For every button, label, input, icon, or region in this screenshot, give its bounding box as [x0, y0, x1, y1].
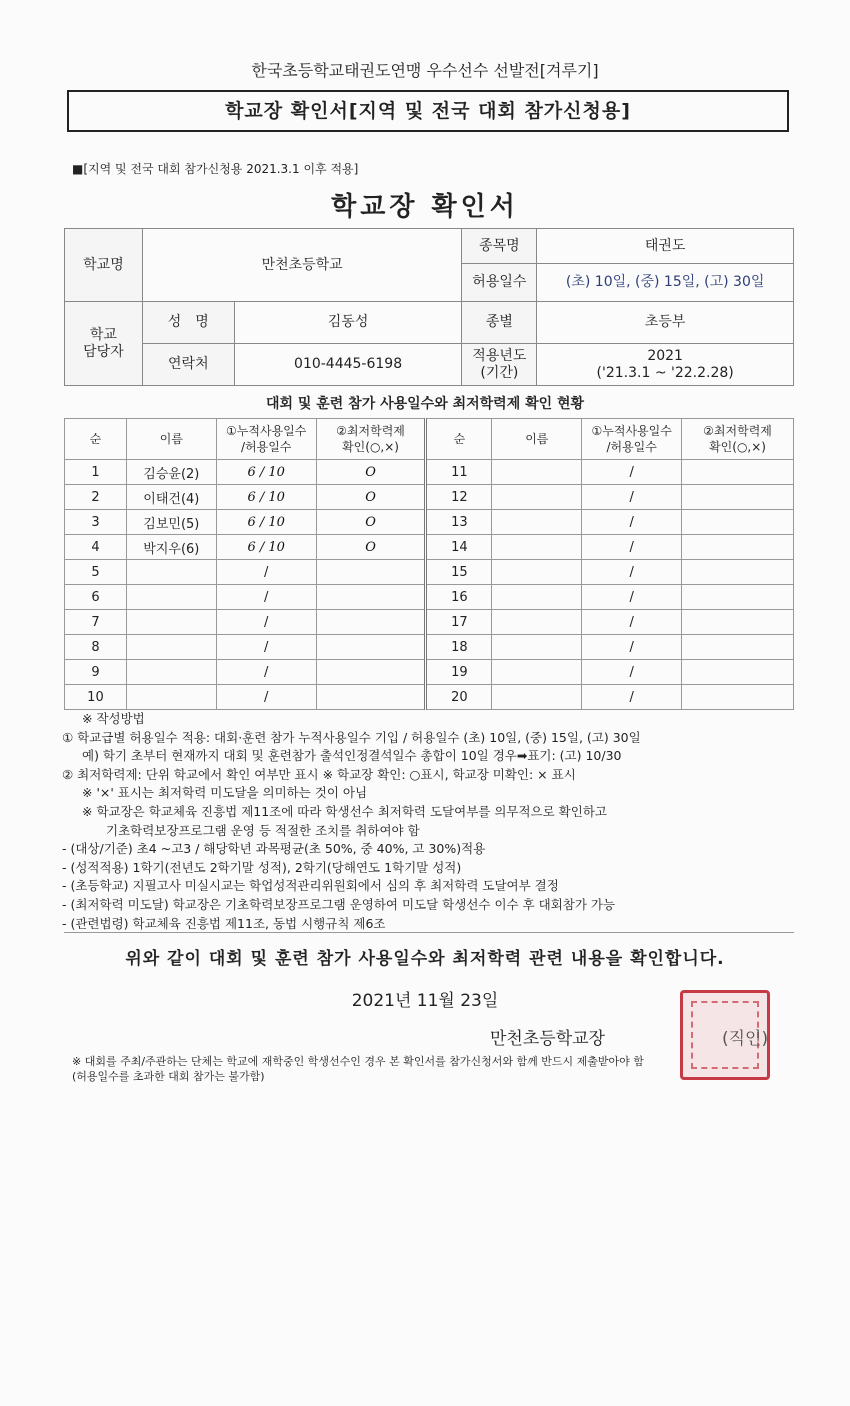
row-number: 14	[426, 535, 492, 560]
info-table	[64, 228, 794, 386]
athlete-name	[492, 560, 582, 585]
col-days-right-line1: ①누적사용일수	[591, 423, 672, 438]
section-title: 대회 및 훈련 참가 사용일수와 최저학력제 확인 현황	[265, 396, 585, 412]
academic-check: O	[316, 460, 426, 485]
col-check-line1: ②최저학력제	[336, 423, 405, 438]
row-number: 1	[65, 460, 127, 485]
class-value: 초등부	[537, 302, 794, 344]
col-name: 이름	[126, 419, 216, 460]
col-no-right: 순	[426, 419, 492, 460]
days-used: /	[582, 460, 682, 485]
year-label-line2: (기간)	[480, 364, 519, 381]
athlete-name	[492, 585, 582, 610]
athlete-name	[492, 635, 582, 660]
days-used: /	[582, 485, 682, 510]
name-value: 김동성	[234, 302, 462, 344]
row-number: 12	[426, 485, 492, 510]
days-used: 6 / 10	[216, 535, 316, 560]
issue-date: 2021년 11월 23일	[351, 991, 499, 1011]
note-1a: ① 학교급별 허용일수 적용: 대회·훈련 참가 누적사용일수 기입 / 허용일수 (초) 10일, (중) 15일, (고) 30일	[62, 729, 641, 745]
document-title: 학교장 확인서	[331, 192, 519, 222]
row-number: 19	[426, 660, 492, 685]
days-used: /	[582, 560, 682, 585]
year-label-line1: 적용년도	[472, 347, 527, 364]
row-number: 8	[65, 635, 127, 660]
athlete-name	[126, 610, 216, 635]
academic-check	[682, 610, 794, 635]
col-days	[216, 419, 316, 460]
year-label	[462, 344, 537, 386]
school-value: 만천초등학교	[142, 229, 462, 302]
manager-label	[65, 302, 143, 386]
notes-heading: ※ 작성방법	[82, 711, 145, 726]
col-check-line2: 확인(○,×)	[342, 440, 399, 454]
days-used: /	[582, 610, 682, 635]
academic-check: O	[316, 510, 426, 535]
row-number: 15	[426, 560, 492, 585]
days-used: /	[582, 635, 682, 660]
table-row	[65, 510, 794, 535]
academic-check	[316, 560, 426, 585]
detail-1: - (대상/기준) 초4 ~고3 / 해당학년 과목평균(초 50%, 중 40%, 고 30%)적용	[62, 841, 486, 857]
col-check	[316, 419, 426, 460]
allowed-days-label: 허용일수	[462, 264, 537, 302]
row-number: 18	[426, 635, 492, 660]
days-used: /	[216, 610, 316, 635]
row-number: 4	[65, 535, 127, 560]
row-number: 10	[65, 685, 127, 710]
athlete-name	[126, 660, 216, 685]
days-used: /	[582, 535, 682, 560]
col-check-right-line1: ②최저학력제	[703, 423, 772, 438]
detail-4: - (최저학력 미도달) 학교장은 기초학력보장프로그램 운영하여 미도달 학생선수 이수 후 대회참가 가능	[62, 896, 616, 912]
note-4b: 기초학력보장프로그램 운영 등 적절한 조치를 취하여야 함	[106, 822, 420, 838]
academic-check	[682, 560, 794, 585]
apply-note: ■[지역 및 전국 대회 참가신청용 2021.3.1 이후 적용]	[72, 162, 359, 176]
contact-value: 010-4445-6198	[234, 344, 462, 386]
row-number: 16	[426, 585, 492, 610]
athlete-name	[492, 460, 582, 485]
main-title: 학교장 확인서[지역 및 전국 대회 참가신청용]	[67, 90, 789, 132]
detail-3: - (초등학교) 지필고사 미실시교는 학업성적관리위원회에서 심의 후 최저학력 도달여부 결정	[62, 878, 559, 894]
row-number: 2	[65, 485, 127, 510]
school-label: 학교명	[65, 229, 143, 302]
detail-2: - (성적적용) 1학기(전년도 2학기말 성적), 2학기(당해연도 1학기말 성적)	[62, 859, 462, 875]
confirmation-statement: 위와 같이 대회 및 훈련 참가 사용일수와 최저학력 관련 내용을 확인합니다.	[125, 949, 725, 969]
table-row	[65, 660, 794, 685]
col-check-right-line2: 확인(○,×)	[709, 440, 766, 454]
athlete-name	[492, 610, 582, 635]
athlete-name	[126, 635, 216, 660]
year-value-line2: ('21.3.1 ~ '22.2.28)	[596, 364, 734, 381]
footer-line-1: ※ 대회를 주최/주관하는 단체는 학교에 재학중인 학생선수인 경우 본 확인서를 참가신청서와 함께 반드시 제출받아야 함	[72, 1055, 644, 1068]
note-3: ※ '×' 표시는 최저학력 미도달을 의미하는 것이 아님	[82, 785, 368, 801]
col-check-right	[682, 419, 794, 460]
athlete-name	[126, 560, 216, 585]
footer-line-2: (허용일수를 초과한 대회 참가는 불가함)	[72, 1070, 265, 1083]
col-days-line2: /허용일수	[240, 440, 292, 454]
manager-label-line2: 담당자	[83, 343, 124, 360]
row-number: 13	[426, 510, 492, 535]
days-used: /	[582, 685, 682, 710]
athlete-name: 이태건(4)	[126, 485, 216, 510]
academic-check	[682, 635, 794, 660]
class-label: 종별	[462, 302, 537, 344]
col-days-right-line2: /허용일수	[606, 440, 657, 454]
days-used: /	[582, 660, 682, 685]
divider-line	[64, 932, 794, 933]
days-used: /	[216, 585, 316, 610]
athlete-name	[492, 485, 582, 510]
athlete-name	[126, 585, 216, 610]
academic-check	[682, 685, 794, 710]
table-header	[65, 419, 794, 460]
academic-check: O	[316, 535, 426, 560]
note-2: ② 최저학력제: 단위 학교에서 확인 여부만 표시 ※ 학교장 확인: ○표시, 학교장 미확인: × 표시	[62, 766, 576, 782]
athlete-name	[492, 535, 582, 560]
detail-5: - (관련법령) 학교체육 진흥법 제11조, 동법 시행규칙 제6조	[62, 915, 386, 931]
year-value-line1: 2021	[647, 347, 683, 364]
academic-check	[682, 510, 794, 535]
days-used: /	[582, 585, 682, 610]
col-name-right: 이름	[492, 419, 582, 460]
row-number: 6	[65, 585, 127, 610]
col-days-right	[582, 419, 682, 460]
table-row	[65, 635, 794, 660]
days-used: /	[582, 510, 682, 535]
table-row	[65, 560, 794, 585]
row-number: 17	[426, 610, 492, 635]
academic-check	[316, 585, 426, 610]
academic-check	[316, 635, 426, 660]
academic-check	[682, 585, 794, 610]
days-used: 6 / 10	[216, 485, 316, 510]
days-used: 6 / 10	[216, 510, 316, 535]
row-number: 9	[65, 660, 127, 685]
allowed-days-value: (초) 10일, (중) 15일, (고) 30일	[537, 264, 794, 302]
academic-check: O	[316, 485, 426, 510]
row-number: 7	[65, 610, 127, 635]
academic-check	[316, 685, 426, 710]
row-number: 3	[65, 510, 127, 535]
athlete-name: 김보민(5)	[126, 510, 216, 535]
table-row	[65, 535, 794, 560]
principal-name: 만천초등학교장	[490, 1029, 605, 1049]
manager-label-line1: 학교	[89, 326, 117, 343]
note-1b: 예) 학기 초부터 현재까지 대회 및 훈련참가 출석인정결석일수 총합이 10일 경우➡표기: (고) 10/30	[82, 748, 622, 764]
days-used: /	[216, 635, 316, 660]
athlete-name	[492, 510, 582, 535]
academic-check	[316, 660, 426, 685]
academic-check	[682, 535, 794, 560]
row-number: 5	[65, 560, 127, 585]
days-used: /	[216, 685, 316, 710]
athlete-name: 박지우(6)	[126, 535, 216, 560]
athlete-name	[492, 685, 582, 710]
table-row	[65, 460, 794, 485]
academic-check	[316, 610, 426, 635]
sport-value: 태권도	[537, 229, 794, 264]
col-no: 순	[65, 419, 127, 460]
table-row	[65, 585, 794, 610]
writing-instructions	[62, 710, 802, 933]
header-top-title: 한국초등학교태권도연맹 우수선수 선발전[겨루기]	[251, 61, 599, 80]
academic-check	[682, 660, 794, 685]
contact-label: 연락처	[142, 344, 234, 386]
athlete-name	[492, 660, 582, 685]
note-4a: ※ 학교장은 학교체육 진흥법 제11조에 따라 학생선수 최저학력 도달여부를 의무적으로 확인하고	[82, 803, 607, 819]
athlete-name: 김승윤(2)	[126, 460, 216, 485]
sport-label: 종목명	[462, 229, 537, 264]
footer-note	[72, 1054, 792, 1084]
days-used: /	[216, 560, 316, 585]
col-days-line1: ①누적사용일수	[226, 423, 307, 438]
athlete-name	[126, 685, 216, 710]
row-number: 20	[426, 685, 492, 710]
participation-table	[64, 418, 794, 710]
table-row	[65, 610, 794, 635]
row-number: 11	[426, 460, 492, 485]
days-used: 6 / 10	[216, 460, 316, 485]
days-used: /	[216, 660, 316, 685]
table-row	[65, 485, 794, 510]
academic-check	[682, 485, 794, 510]
table-row	[65, 685, 794, 710]
year-value	[537, 344, 794, 386]
name-label: 성 명	[142, 302, 234, 344]
seal-label: (직인)	[722, 1029, 769, 1049]
academic-check	[682, 460, 794, 485]
